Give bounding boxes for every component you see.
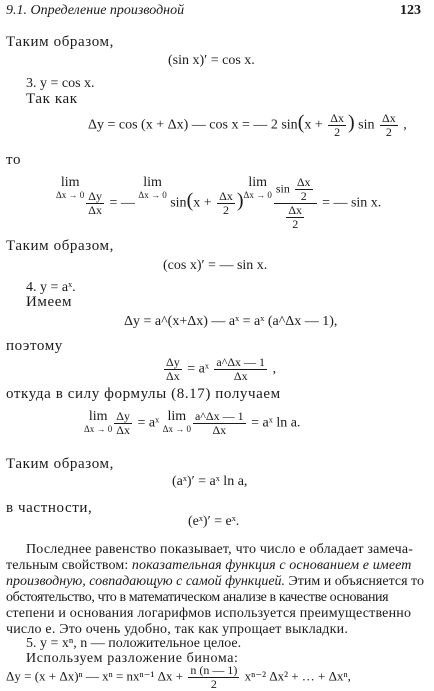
item-5: 5. y = xⁿ, n — положительное целое. [26, 636, 242, 651]
formula-exp-derivative: (aˣ)′ = aˣ ln a, [172, 474, 248, 489]
paragraph-line: Последнее равенство показывает, что число e обладает замеча- [26, 542, 414, 557]
paragraph-line: число e. Это очень удобно, так как упрощает выкладки. [6, 622, 349, 637]
section-header: 9.1. Определение производной [6, 3, 185, 18]
text-line: Таким образом, [6, 34, 114, 50]
formula-delta-cos: Δy = cos (x + Δx) — cos x = — 2 sin(x + $\frac{\Delta x}{2}$ ) sin $\frac{\Delta x}{2}$ , [88, 111, 407, 139]
text-line: в частности, [6, 500, 93, 516]
page-number: 123 [400, 3, 421, 18]
text-line: Используем разложение бинома: [26, 651, 239, 666]
item-4: 4. y = aˣ. [26, 280, 76, 295]
formula-limit-exp: lim Δx → 0 $\frac{\Delta y}{\Delta x}$ = aˣ lim Δx → 0 $\frac{a\^{}\Delta x — 1}{\Delta x}$ = aˣ ln a. [84, 409, 301, 437]
formula-delta-exp: Δy = a^(x+Δx) — aˣ = aˣ (a^Δx — 1), [124, 314, 338, 329]
text-line: откуда в силу формулы (8.17) получаем [6, 386, 281, 402]
text-line: Таким образом, [6, 456, 114, 472]
text-line: то [6, 152, 22, 168]
text-line: поэтому [6, 338, 63, 354]
text-line: Таким образом, [6, 238, 114, 254]
text-line: Имеем [26, 294, 73, 310]
paragraph-line: обстоятельство, что в математическом анализе в качестве основания [6, 590, 389, 605]
paragraph-line: степени и основания логарифмов используется преимущественно [6, 606, 412, 621]
formula-ratio-exp: $\frac{\Delta y}{\Delta x}$ = aˣ $\frac{a\^{}\Delta x — 1}{\Delta x}$ , [166, 355, 277, 383]
paragraph-line: производную, совпадающую с самой функцией. Этим и объясняется то [6, 574, 424, 589]
formula-e-derivative: (eˣ)′ = eˣ. [188, 514, 240, 529]
formula-limit-cos: lim Δx → 0 $\frac{\Delta y}{\Delta x}$ = — lim Δx → 0 sin(x + $\frac{\Delta x}{2}$ ) lim Δx → 0 sin $\frac{\Delta x}{2}$ $\frac{\Delta x}{2}$ = — sin x. [56, 175, 382, 231]
formula-binomial: Δy = (x + Δx)ⁿ — xⁿ = nxⁿ⁻¹ Δx + $\frac{n (n — 1)}{2}$ xⁿ⁻² Δx² + … + Δxⁿ, [6, 663, 351, 691]
formula-cos-derivative: (cos x)′ = — sin x. [163, 258, 268, 273]
formula-sin-derivative: (sin x)′ = cos x. [168, 53, 255, 68]
paragraph-line: тельным свойством: показательная функция с основанием e имеет [6, 558, 412, 573]
item-3: 3. y = cos x. [26, 76, 95, 91]
text-line: Так как [26, 91, 78, 107]
